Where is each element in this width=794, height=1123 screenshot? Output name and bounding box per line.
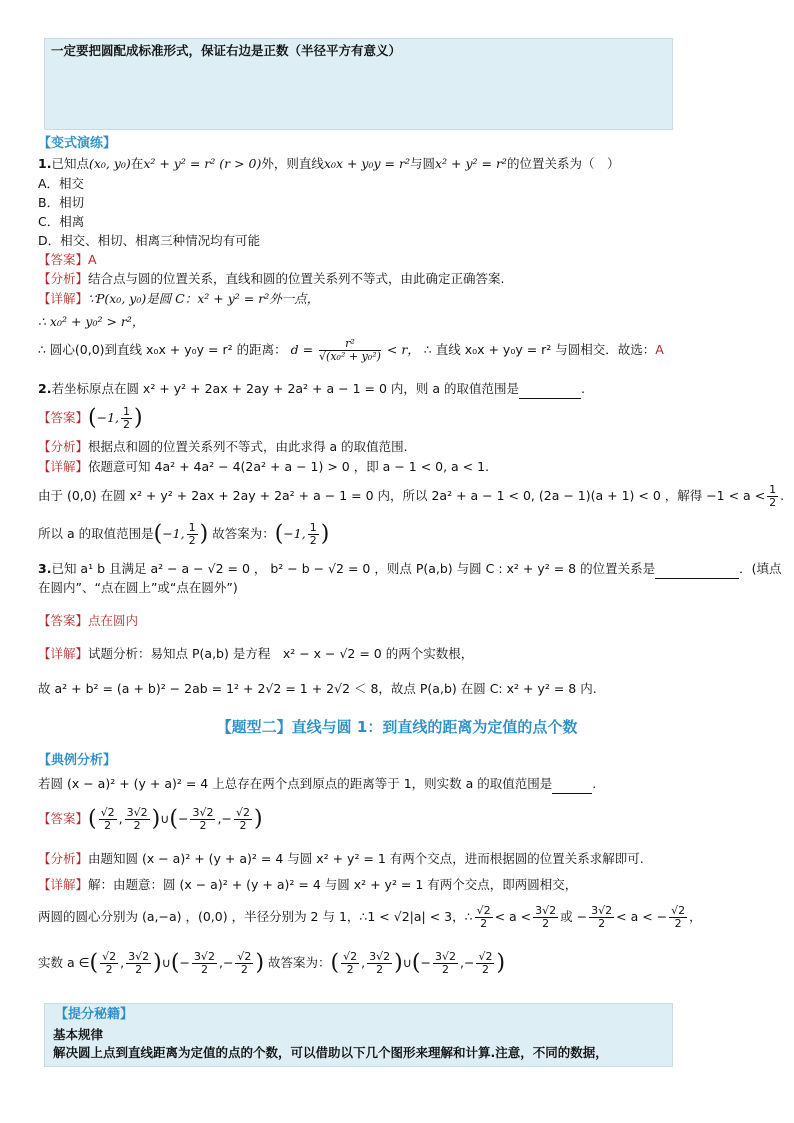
q1-number: 1. bbox=[38, 156, 52, 171]
section-heading-bianshi: 【变式演练】 bbox=[38, 136, 117, 151]
q2-answer: 【答案】(−1, $\frac{1}{2}$ ) bbox=[38, 405, 143, 431]
q2-analysis: 【分析】根据点和圆的位置关系列不等式，由此求得 a 的取值范围. bbox=[38, 439, 408, 454]
q2-detail-3: 所以 a 的取值范围是(−1, $\frac{1}{2}$ ) 故答案为：(−1, $\frac{1}{2}$ ) bbox=[38, 521, 330, 547]
example-detail-3: 实数 a ∈( $\frac{√2}{2}$ , $\frac{3√2}{2}$ )∪(− $\frac{3√2}{2}$ ,− $\frac{√2}{2}$ ) 故答案为：( $\frac{√2}{2}$ , $\frac{3√2}{2}$ )∪(− $\frac{3√2}{2}$ ,− $\frac{√2}{2}$ ) bbox=[38, 950, 506, 976]
q3-detail-1: 【详解】试题分析：易知点 P(a,b) 是方程 x² − x − √2 = 0 的两个实数根， bbox=[38, 646, 474, 661]
q1-answer: 【答案】A bbox=[38, 252, 97, 267]
q2-detail-1: 【详解】依题意可知 4a² + 4a² − 4(2a² + a − 1) > 0 ，即 a − 1 < 0, a < 1. bbox=[38, 459, 490, 474]
tip-text: 一定要把圆配成标准形式，保证右边是正数（半径平方有意义） bbox=[51, 43, 402, 58]
q2-detail-2: 由于 (0,0) 在圆 x² + y² + 2ax + 2ay + 2a² + a − 1 = 0 内，所以 2a² + a − 1 < 0, (2a − 1)(a + 1) < 0 ，解得 −1 < a < $\frac{1}{2}$ . bbox=[38, 483, 785, 509]
q1-option-b: B．相切 bbox=[38, 195, 85, 210]
q1-option-a: A．相交 bbox=[38, 176, 85, 191]
q1-detail-2: ∴ x₀² + y₀² > r²， bbox=[38, 314, 145, 329]
distance-fraction: $\frac{\text{r²}}{\text{√(x₀² + y₀²)}}$ bbox=[319, 337, 381, 363]
example-detail-1: 【详解】解：由题意：圆 (x − a)² + (y + a)² = 4 与圆 x² + y² = 1 有两个交点，即两圆相交， bbox=[38, 877, 578, 892]
tip-box-title: 【提分秘籍】 bbox=[55, 1007, 134, 1022]
q1-analysis: 【分析】结合点与圆的位置关系，直线和圆的位置关系列不等式，由此确定正确答案. bbox=[38, 271, 505, 286]
tip-box-top bbox=[44, 38, 673, 130]
q3-answer-blank[interactable] bbox=[655, 560, 739, 579]
example-answer-blank[interactable] bbox=[552, 775, 592, 794]
q1-stem: 1.已知点(x₀, y₀)在x² + y² = r² (r > 0)外，则直线x₀x + y₀y = r²与圆x² + y² = r²的位置关系为（ ） bbox=[38, 156, 620, 171]
example-analysis: 【分析】由题知圆 (x − a)² + (y + a)² = 4 与圆 x² + y² = 1 有两个交点，进而根据圆的位置关系求解即可. bbox=[38, 851, 644, 866]
q1-option-c: C．相离 bbox=[38, 214, 85, 229]
q1-option-d: D．相交、相切、相离三种情况均有可能 bbox=[38, 233, 261, 248]
q3-detail-2: 故 a² + b² = (a + b)² − 2ab = 1² + 2√2 = 1 + 2√2 ＜ 8，故点 P(a,b) 在圆 C: x² + y² = 8 内. bbox=[38, 681, 597, 696]
example-stem: 若圆 (x − a)² + (y + a)² = 4 上总存在两个点到原点的距离等于 1，则实数 a 的取值范围是 . bbox=[38, 775, 596, 794]
q3-stem-2: 在圆内”、“点在圆上”或“点在圆外”) bbox=[38, 580, 238, 595]
example-answer: 【答案】( $\frac{√2}{2}$ , $\frac{3√2}{2}$ )∪(− $\frac{3√2}{2}$ ,− $\frac{√2}{2}$ ) bbox=[38, 806, 263, 832]
tip-box-line-1: 基本规律 bbox=[53, 1027, 104, 1042]
q1-detail-1: 【详解】∵P(x₀, y₀)是圆 C：x² + y² = r²外一点， bbox=[38, 291, 320, 306]
q1-detail-3: ∴ 圆心(0,0)到直线 x₀x + y₀y = r² 的距离： d = $\frac{\text{r²}}{\text{√(x₀² + y₀²)}}$ < r， ∴ 直线 x₀x + y₀y = r² 与圆相交．故选：A bbox=[38, 337, 664, 363]
tip-box-bottom bbox=[44, 1003, 673, 1067]
q3-stem-1: 3.已知 a¹ b 且满足 a² − a − √2 = 0 ， b² − b − √2 = 0 ，则点 P(a,b) 与圆 C : x² + y² = 8 的位置关系是 ．(填点 bbox=[38, 560, 782, 579]
tip-box-line-2: 解决圆上点到直线距离为定值的点的个数，可以借助以下几个图形来理解和计算.注意，不同的数据， bbox=[53, 1045, 608, 1060]
section-heading-dianli: 【典例分析】 bbox=[38, 753, 117, 768]
example-detail-2: 两圆的圆心分别为 (a,−a) ，(0,0) ，半径分别为 2 与 1，∴1 < √2|a| < 3，∴ $\frac{√2}{2}$ < a < $\frac{3√2}{2}$ 或 − $\frac{3√2}{2}$ < a < − $\frac{√2}{2}$ ， bbox=[38, 904, 702, 930]
q2-stem: 2.若坐标原点在圆 x² + y² + 2ax + 2ay + 2a² + a − 1 = 0 内，则 a 的取值范围是 . bbox=[38, 380, 585, 399]
section-title-type2: 【题型二】直线与圆 1：到直线的距离为定值的点个数 bbox=[216, 718, 578, 736]
q2-answer-blank[interactable] bbox=[519, 380, 581, 399]
q3-answer: 【答案】点在圆内 bbox=[38, 613, 139, 628]
